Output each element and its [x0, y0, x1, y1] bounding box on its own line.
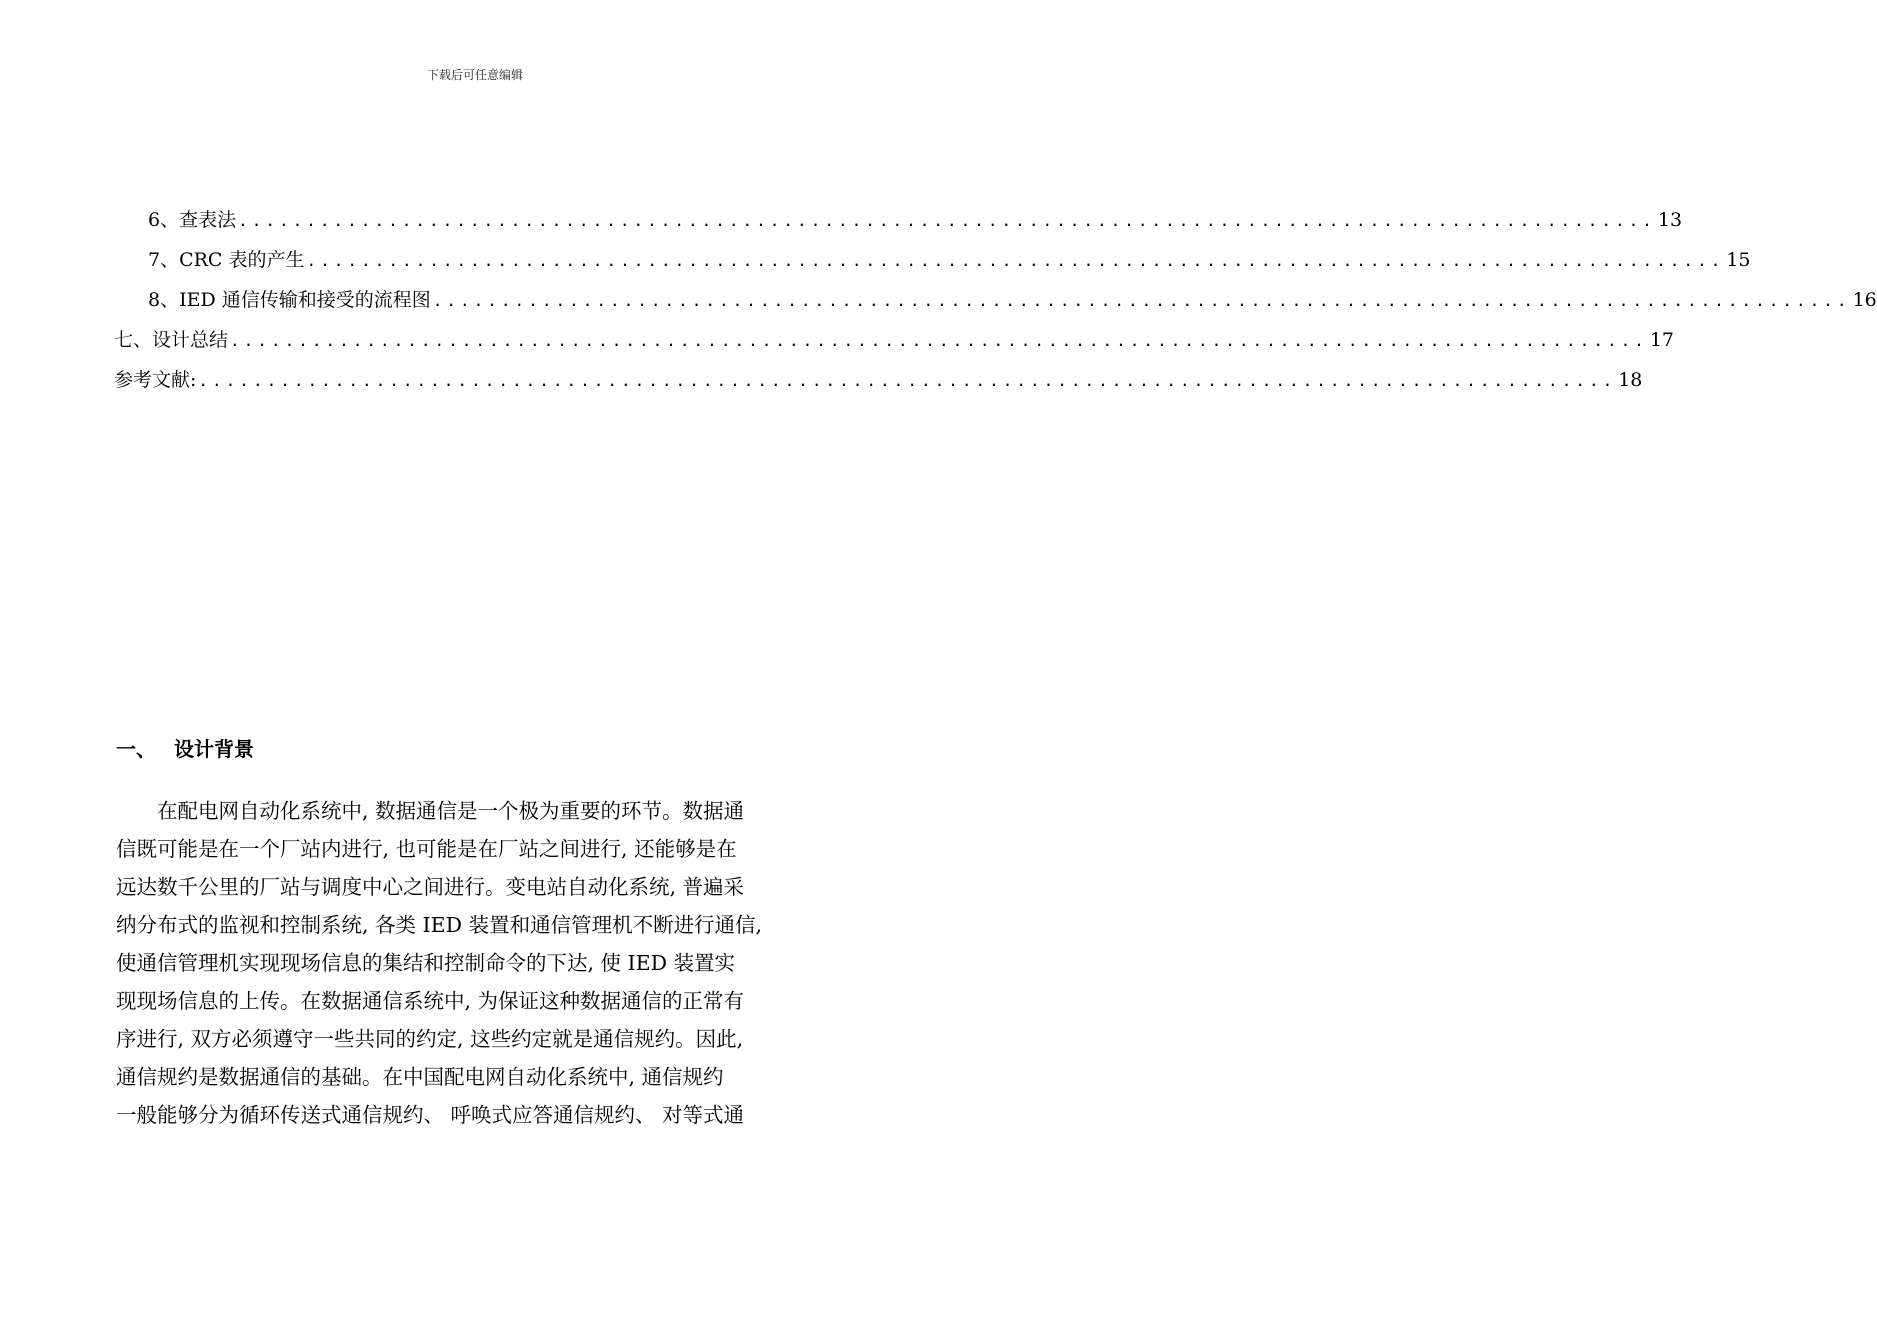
toc-leader-dots: ........................................................................................................ — [198, 371, 1617, 390]
toc-entry-title: CRC 表的产生 — [179, 249, 305, 271]
paragraph-line: 在配电网自动化系统中, 数据通信是一个极为重要的环节。数据通 — [116, 799, 745, 823]
paragraph-line: 现现场信息的上传。在数据通信系统中, 为保证这种数据通信的正常有 — [116, 989, 745, 1013]
toc-entry-title: 参考文献: — [114, 369, 197, 391]
toc-entry-number: 8、 — [148, 289, 180, 311]
toc-entry-page: 18 — [1618, 369, 1643, 391]
toc-entry[interactable] — [148, 206, 1683, 234]
section-number: 一、 — [116, 737, 156, 761]
toc-entry-page: 17 — [1649, 329, 1675, 351]
toc-entry-number: 7、 — [148, 249, 180, 271]
section-title-text: 设计背景 — [174, 737, 254, 761]
page-header: 下载后可任意编辑 — [426, 68, 523, 82]
toc-entry-number: 七、 — [114, 329, 153, 351]
body-paragraph — [116, 792, 840, 1134]
toc-leader-dots: ........................................................................................................ — [432, 291, 1851, 310]
toc-leader-dots: ........................................................................................................ — [238, 211, 1656, 230]
paragraph-line: 远达数千公里的厂站与调度中心之间进行。变电站自动化系统, 普遍采 — [116, 875, 745, 899]
paragraph-line: 一般能够分为循环传送式通信规约、 呼唤式应答通信规约、 对等式通 — [116, 1103, 745, 1127]
toc-entry[interactable] — [148, 246, 1751, 274]
toc-leader-dots: ........................................................................................................ — [230, 331, 1648, 350]
paragraph-line: 信既可能是在一个厂站内进行, 也可能是在厂站之间进行, 还能够是在 — [116, 837, 737, 861]
toc-entry-title: 设计总结 — [152, 329, 229, 351]
toc-entry-page: 15 — [1726, 249, 1751, 271]
toc-entry-number: 6、 — [148, 209, 180, 231]
toc-entry-title: 查表法 — [179, 209, 237, 231]
toc-leader-dots: ........................................................................................................ — [306, 251, 1725, 270]
paragraph-line: 纳分布式的监视和控制系统, 各类 IED 装置和通信管理机不断进行通信, — [116, 913, 763, 937]
toc-entry-page: 16 — [1852, 289, 1877, 311]
toc-entry[interactable] — [114, 366, 1643, 394]
toc-entry[interactable] — [148, 286, 1877, 314]
toc-entry[interactable] — [114, 326, 1675, 354]
paragraph-line: 序进行, 双方必须遵守一些共同的约定, 这些约定就是通信规约。因此, — [116, 1027, 744, 1051]
paragraph-line: 通信规约是数据通信的基础。在中国配电网自动化系统中, 通信规约 — [116, 1065, 724, 1089]
toc-entry-title: IED 通信传输和接受的流程图 — [179, 289, 431, 311]
toc-entry-page: 13 — [1657, 209, 1683, 231]
paragraph-line: 使通信管理机实现现场信息的集结和控制命令的下达, 使 IED 装置实 — [116, 951, 736, 975]
section-heading — [116, 733, 254, 762]
